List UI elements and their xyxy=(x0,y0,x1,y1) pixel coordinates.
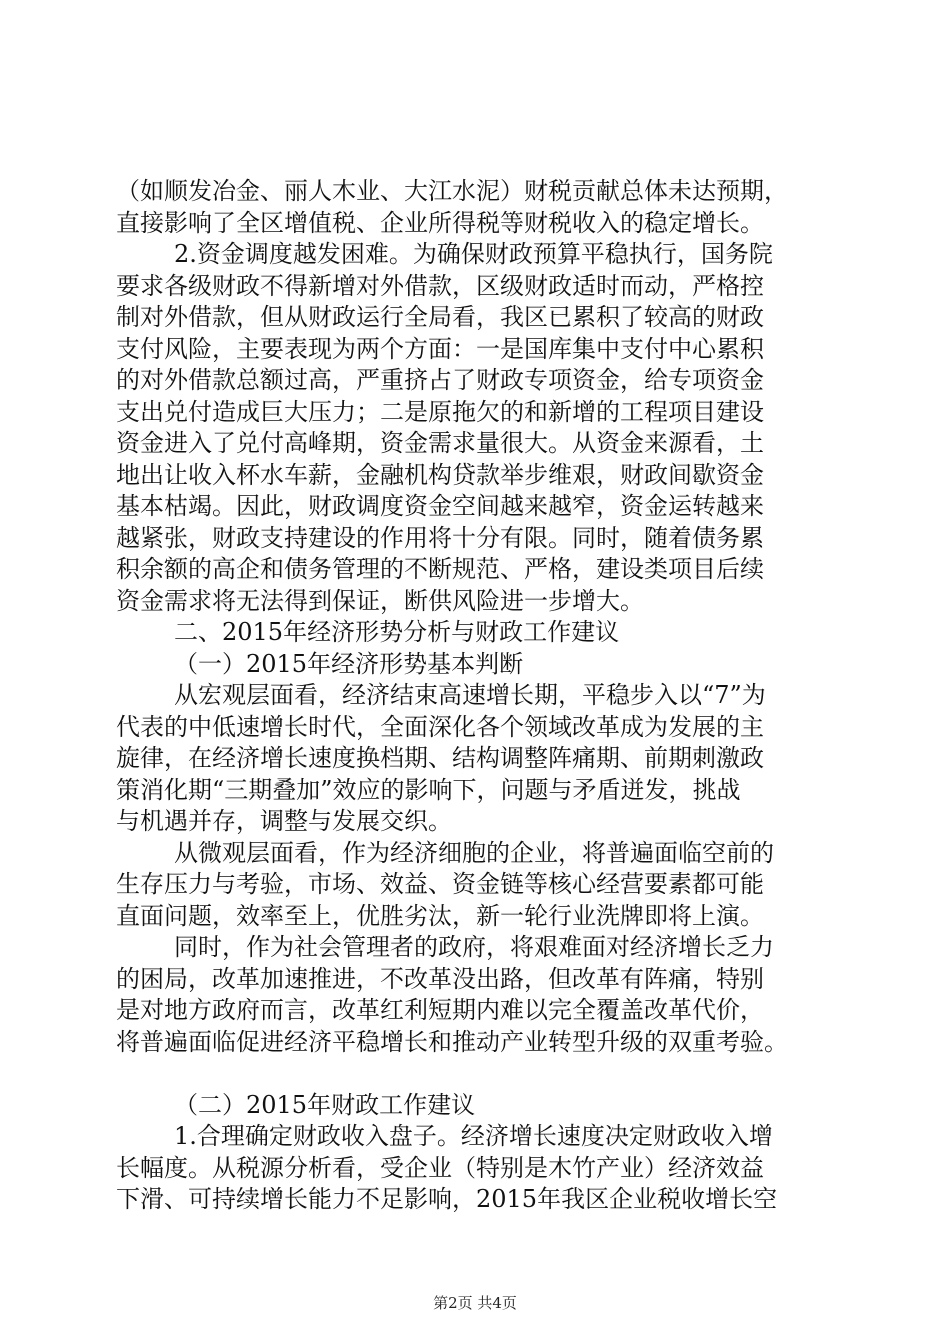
text-line: 长幅度。从税源分析看，受企业（特别是木竹产业）经济效益 xyxy=(116,1153,764,1182)
text-line: 积余额的高企和债务管理的不断规范、严格，建设类项目后续 xyxy=(116,555,764,583)
text-line: 下滑、可持续增长能力不足影响，2015年我区企业税收增长空 xyxy=(116,1185,778,1213)
text-line: 要求各级财政不得新增对外借款，区级财政适时而动，严格控 xyxy=(116,271,764,300)
text-line: 的对外借款总额过高，严重挤占了财政专项资金，给专项资金 xyxy=(116,366,764,394)
text-line: 同时，作为社会管理者的政府，将艰难面对经济增长乏力 xyxy=(174,933,774,961)
text-line: 的困局，改革加速推进，不改革没出路，但改革有阵痛，特别 xyxy=(116,964,764,993)
text-line: 二、2015年经济形势分析与财政工作建议 xyxy=(174,618,620,646)
text-line: （二）2015年财政工作建议 xyxy=(174,1090,476,1119)
text-line: 2.资金调度越发困难。为确保财政预算平稳执行，国务院 xyxy=(174,240,773,268)
text-line: 直面问题，效率至上，优胜劣汰，新一轮行业洗牌即将上演。 xyxy=(116,901,764,930)
text-line: 基本枯竭。因此，财政调度资金空间越来越窄，资金运转越来 xyxy=(116,492,764,520)
text-line: 地出让收入杯水车薪，金融机构贷款举步维艰，财政间歇资金 xyxy=(116,460,764,489)
text-line: 制对外借款，但从财政运行全局看，我区已累积了较高的财政 xyxy=(116,303,764,331)
text-line: 支出兑付造成巨大压力；二是原拖欠的和新增的工程项目建设 xyxy=(116,397,764,426)
text-line: 代表的中低速增长时代，全面深化各个领域改革成为发展的主 xyxy=(116,712,764,741)
text-line: 将普遍面临促进经济平稳增长和推动产业转型升级的双重考验。 xyxy=(116,1027,788,1056)
body-text xyxy=(116,176,848,1216)
text-line: 支付风险，主要表现为两个方面：一是国库集中支付中心累积 xyxy=(116,334,764,363)
text-line: （如顺发冶金、丽人木业、大江水泥）财税贡献总体未达预期， xyxy=(116,177,788,205)
text-line: 从微观层面看，作为经济细胞的企业，将普遍面临空前的 xyxy=(174,838,774,867)
text-line: 资金需求将无法得到保证，断供风险进一步增大。 xyxy=(116,586,644,615)
text-line: 旋律，在经济增长速度换档期、结构调整阵痛期、前期刺激政 xyxy=(116,744,764,772)
text-line: 策消化期“三期叠加”效应的影响下，问题与矛盾迸发，挑战 xyxy=(116,775,741,804)
text-line: 与机遇并存，调整与发展交织。 xyxy=(116,807,452,835)
page-footer: 第2页 共4页 xyxy=(433,1294,517,1312)
text-line: 是对地方政府而言，改革红利短期内难以完全覆盖改革代价， xyxy=(116,996,764,1024)
blank-line xyxy=(116,1058,848,1090)
text-line: 资金进入了兑付高峰期，资金需求量很大。从资金来源看，土 xyxy=(116,429,764,457)
text-line: （一）2015年经济形势基本判断 xyxy=(174,649,524,678)
text-line: 直接影响了全区增值税、企业所得税等财税收入的稳定增长。 xyxy=(116,208,764,237)
text-line: 从宏观层面看，经济结束高速增长期，平稳步入以“7”为 xyxy=(174,681,766,709)
text-line: 1.合理确定财政收入盘子。经济增长速度决定财政收入增 xyxy=(174,1122,773,1150)
text-line: 生存压力与考验，市场、效益、资金链等核心经营要素都可能 xyxy=(116,870,764,898)
text-line: 越紧张，财政支持建设的作用将十分有限。同时，随着债务累 xyxy=(116,523,764,552)
